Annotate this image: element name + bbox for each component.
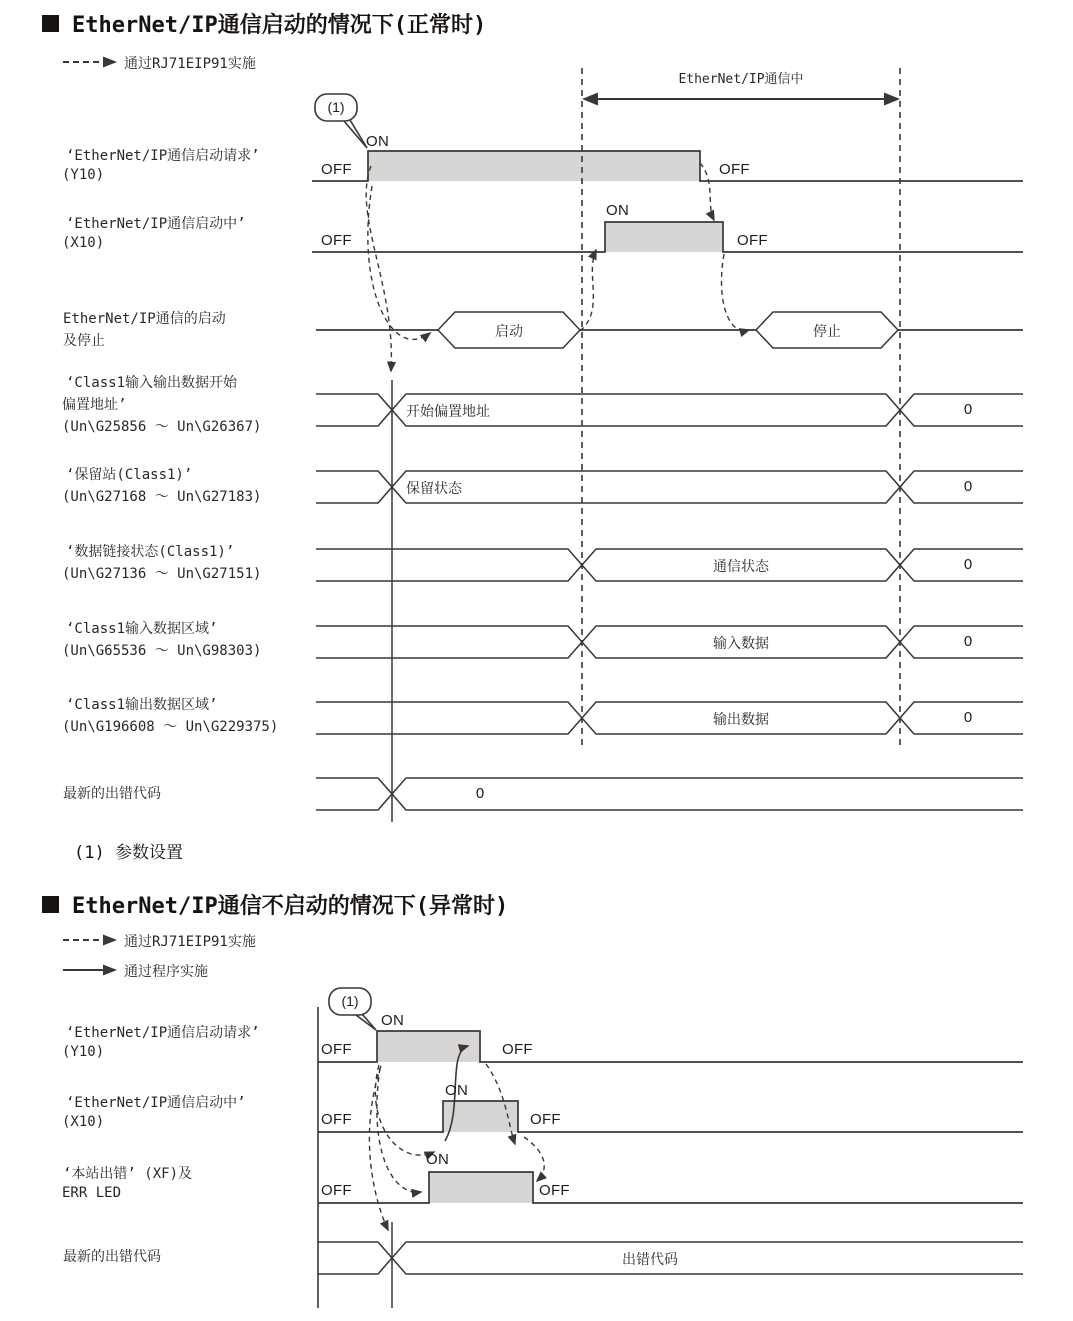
s1-offset-label-line1: ‘Class1输入输出数据开始 — [66, 375, 238, 391]
s2-curve-y10rise-to-x10rise — [375, 1065, 434, 1155]
s1-output-end-value: 0 — [963, 709, 973, 726]
s1-y10-label-line2: (Y10) — [62, 167, 105, 183]
s1-footnote: (1) 参数设置 — [74, 843, 183, 863]
arrow-left-icon — [582, 93, 598, 106]
s2-curve-y10rise-to-errcode — [369, 1066, 388, 1230]
s2-errcode-bus-value: 出错代码 — [622, 1252, 678, 1268]
s1-curve-x10fall-to-stop — [722, 254, 749, 331]
s1-x10-label-line2: (X10) — [62, 235, 105, 251]
s1-errcode-label: 最新的出错代码 — [63, 786, 161, 802]
s1-curve-y10fall-to-x10fall — [700, 163, 714, 220]
s1-input-label-line1: ‘Class1输入数据区域’ — [66, 621, 218, 637]
s1-reserved-bus-value: 保留状态 — [406, 481, 462, 497]
s1-reserved-end-value: 0 — [963, 478, 973, 495]
s1-legend-dashed-arrow — [63, 57, 117, 68]
s1-dls-label-line1: ‘数据链接状态(Class1)’ — [66, 544, 235, 560]
s2-xf-label-line1: ‘本站出错’ (XF)及 — [63, 1166, 193, 1182]
s2-y10-on-label: ON — [381, 1012, 405, 1029]
s1-startstop-label-line1: EtherNet/IP通信的启动 — [63, 311, 226, 327]
s2-legend-arrows — [63, 935, 117, 976]
s1-offset-label-line3: (Un\G25856 ～ Un\G26367) — [62, 419, 262, 435]
s2-xf-off-left-label: OFF — [321, 1182, 352, 1199]
s2-y10-label-line2: (Y10) — [62, 1044, 105, 1060]
s2-x10-off-right-label: OFF — [530, 1111, 561, 1128]
s1-reserved-label-line2: (Un\G27168 ～ Un\G27183) — [62, 489, 262, 505]
s1-dls-bus-value: 通信状态 — [713, 559, 769, 575]
s2-xf-waveform — [318, 1172, 1023, 1203]
s1-y10-label-line1: ‘EtherNet/IP通信启动请求’ — [66, 148, 260, 164]
arrowhead-icon — [103, 965, 117, 976]
s2-y10-label-line1: ‘EtherNet/IP通信启动请求’ — [66, 1025, 260, 1041]
s2-x10-off-left-label: OFF — [321, 1111, 352, 1128]
s1-output-bus-value: 输出数据 — [713, 712, 769, 728]
s1-input-bus-value: 输入数据 — [713, 636, 769, 652]
s1-comm-span-label: EtherNet/IP通信中 — [678, 72, 804, 87]
s1-errcode-bus-value: 0 — [475, 785, 485, 802]
s1-y10-on-label: ON — [366, 133, 390, 150]
s2-x10-label-line2: (X10) — [62, 1114, 105, 1130]
s1-stop-hexagon-label: 停止 — [813, 324, 841, 340]
s1-y10-off-left-label: OFF — [321, 161, 352, 178]
s2-xf-on-label: ON — [426, 1151, 450, 1168]
s1-offset-label-line2: 偏置地址’ — [62, 397, 127, 413]
s1-offset-end-value: 0 — [963, 401, 973, 418]
section2-title-text: EtherNet/IP通信不启动的情况下(异常时) — [72, 894, 509, 919]
s1-dls-label-line2: (Un\G27136 ～ Un\G27151) — [62, 566, 262, 582]
s1-curve-y10rise-to-start — [368, 186, 430, 339]
s1-offset-bus-value: 开始偏置地址 — [406, 404, 490, 420]
s2-xf-off-right-label: OFF — [539, 1182, 570, 1199]
s1-errcode-bus — [316, 778, 1023, 810]
s2-callout-label: (1) — [341, 993, 359, 1009]
s2-y10-off-right-label: OFF — [502, 1041, 533, 1058]
s1-x10-label-line1: ‘EtherNet/IP通信启动中’ — [66, 216, 246, 232]
s1-start-hexagon-label: 启动 — [495, 324, 523, 340]
s2-xf-pulse-fill — [429, 1172, 533, 1203]
s2-errcode-label: 最新的出错代码 — [63, 1249, 161, 1265]
s1-y10-pulse-fill — [368, 151, 700, 181]
s1-x10-off-left-label: OFF — [321, 232, 352, 249]
arrowhead-icon — [103, 57, 117, 68]
s1-pulse-fills — [368, 151, 723, 252]
s2-legend2-label: 通过程序实施 — [124, 964, 208, 980]
s1-startstop-label-line2: 及停止 — [63, 333, 105, 349]
s1-output-label-line1: ‘Class1输出数据区域’ — [66, 697, 218, 713]
s1-legend-label: 通过RJ71EIP91实施 — [124, 56, 256, 72]
s1-output-label-line2: (Un\G196608 ～ Un\G229375) — [62, 719, 279, 735]
section1-title — [42, 8, 486, 39]
s2-xf-label-line2: ERR LED — [62, 1185, 122, 1201]
section2-title — [42, 889, 508, 920]
s1-bus-rows — [316, 394, 1023, 810]
s1-input-end-value: 0 — [963, 633, 973, 650]
black-square-icon — [42, 15, 59, 32]
s2-x10-on-label: ON — [445, 1082, 469, 1099]
s1-x10-pulse-fill — [605, 222, 723, 252]
s1-dls-end-value: 0 — [963, 556, 973, 573]
black-square-icon — [42, 896, 59, 913]
arrowhead-icon — [103, 935, 117, 946]
s1-x10-off-right-label: OFF — [737, 232, 768, 249]
s2-y10-pulse-fill — [377, 1031, 480, 1062]
section1-title-text: EtherNet/IP通信启动的情况下(正常时) — [72, 13, 487, 38]
s2-y10-off-left-label: OFF — [321, 1041, 352, 1058]
s2-curve-to-xfrise — [377, 1068, 421, 1192]
s2-x10-waveform — [318, 1101, 1023, 1132]
s1-comm-span-arrow — [582, 93, 900, 106]
s1-input-label-line2: (Un\G65536 ～ Un\G98303) — [62, 643, 262, 659]
s1-reserved-label-line1: ‘保留站(Class1)’ — [66, 467, 193, 483]
s1-callout-label: (1) — [327, 99, 345, 115]
s1-y10-off-right-label: OFF — [719, 161, 750, 178]
s2-x10-label-line1: ‘EtherNet/IP通信启动中’ — [66, 1095, 246, 1111]
s1-x10-on-label: ON — [606, 202, 630, 219]
s2-legend1-label: 通过RJ71EIP91实施 — [124, 934, 256, 950]
arrow-right-icon — [884, 93, 900, 106]
